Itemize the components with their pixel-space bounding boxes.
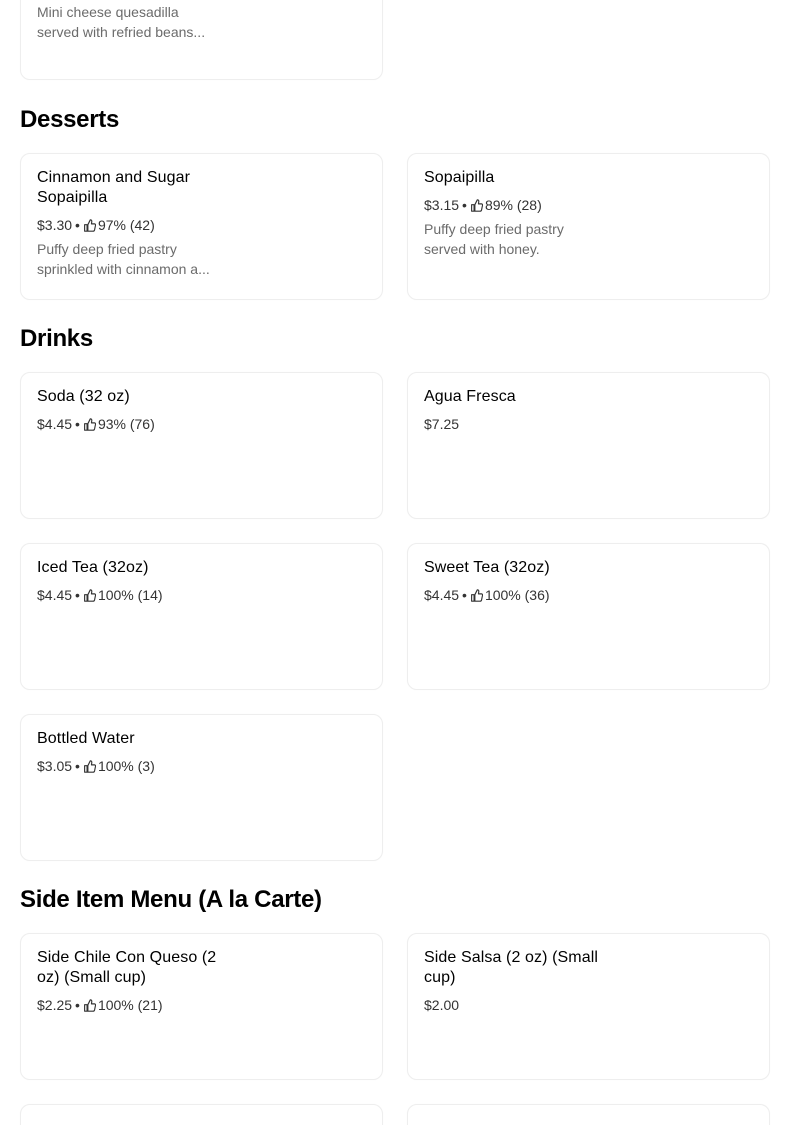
item-rating: 100% (14) <box>97 587 163 603</box>
item-description: Puffy deep fried pastry served with honey. <box>424 221 564 257</box>
item-meta <box>37 414 155 434</box>
item-rating: 100% (21) <box>97 997 163 1013</box>
menu-item-bottled-water[interactable] <box>20 714 383 861</box>
thumbs-up-icon <box>83 589 96 602</box>
menu-item-soda[interactable] <box>20 372 383 519</box>
menu-item-sweet-tea[interactable] <box>407 543 770 690</box>
item-meta <box>37 585 163 605</box>
menu-item-iced-tea[interactable] <box>20 543 383 690</box>
item-title: Soda (32 oz) <box>37 388 130 405</box>
separator-dot: • <box>75 997 80 1013</box>
item-meta <box>424 585 550 605</box>
item-price: $4.45 <box>37 416 73 432</box>
item-title: Sopaipilla <box>424 169 495 186</box>
item-meta <box>37 756 155 776</box>
separator-dot: • <box>462 587 467 603</box>
item-description: Puffy deep fried pastry sprinkled with cinnamon a... <box>37 241 210 277</box>
item-meta <box>37 995 163 1015</box>
item-price: $7.25 <box>424 416 460 432</box>
section-title-desserts: Desserts <box>20 106 120 133</box>
menu-item-card[interactable] <box>20 0 383 80</box>
item-description: Mini cheese quesadilla served with refried beans... <box>37 4 206 40</box>
item-meta <box>424 414 459 434</box>
item-rating: 89% (28) <box>484 197 542 213</box>
item-meta <box>424 995 459 1015</box>
menu-item-cinnamon-sopaipilla[interactable] <box>20 153 383 300</box>
item-title: Side Salsa (2 oz) (Small cup) <box>424 949 599 986</box>
item-price: $3.05 <box>37 758 73 774</box>
item-title: Side Chile Con Queso (2 oz) (Small cup) <box>37 949 217 986</box>
menu-item-card[interactable] <box>407 1104 770 1125</box>
item-rating: 100% (3) <box>97 758 155 774</box>
thumbs-up-icon <box>83 219 96 232</box>
separator-dot: • <box>75 217 80 233</box>
item-price: $4.45 <box>37 587 73 603</box>
item-meta <box>424 195 542 215</box>
item-price: $2.25 <box>37 997 73 1013</box>
separator-dot: • <box>462 197 467 213</box>
item-rating: 100% (36) <box>484 587 550 603</box>
thumbs-up-icon <box>83 418 96 431</box>
menu-item-sopaipilla[interactable] <box>407 153 770 300</box>
section-title-drinks: Drinks <box>20 325 93 352</box>
separator-dot: • <box>75 587 80 603</box>
menu-item-side-salsa[interactable] <box>407 933 770 1080</box>
item-rating: 97% (42) <box>97 217 155 233</box>
item-title: Agua Fresca <box>424 388 516 405</box>
item-title: Sweet Tea (32oz) <box>424 559 550 576</box>
separator-dot: • <box>75 416 80 432</box>
thumbs-up-icon <box>83 999 96 1012</box>
item-title: Bottled Water <box>37 730 135 747</box>
item-title: Cinnamon and Sugar Sopaipilla <box>37 169 191 206</box>
menu-item-side-queso[interactable] <box>20 933 383 1080</box>
item-price: $4.45 <box>424 587 460 603</box>
section-title-side-items: Side Item Menu (A la Carte) <box>20 886 322 913</box>
thumbs-up-icon <box>470 589 483 602</box>
item-price: $2.00 <box>424 997 460 1013</box>
thumbs-up-icon <box>470 199 483 212</box>
item-title: Iced Tea (32oz) <box>37 559 149 576</box>
item-rating: 93% (76) <box>97 416 155 432</box>
menu-item-card[interactable] <box>20 1104 383 1125</box>
item-price: $3.30 <box>37 217 73 233</box>
item-price: $3.15 <box>424 197 460 213</box>
separator-dot: • <box>75 758 80 774</box>
thumbs-up-icon <box>83 760 96 773</box>
menu-item-agua-fresca[interactable] <box>407 372 770 519</box>
item-meta <box>37 215 155 235</box>
